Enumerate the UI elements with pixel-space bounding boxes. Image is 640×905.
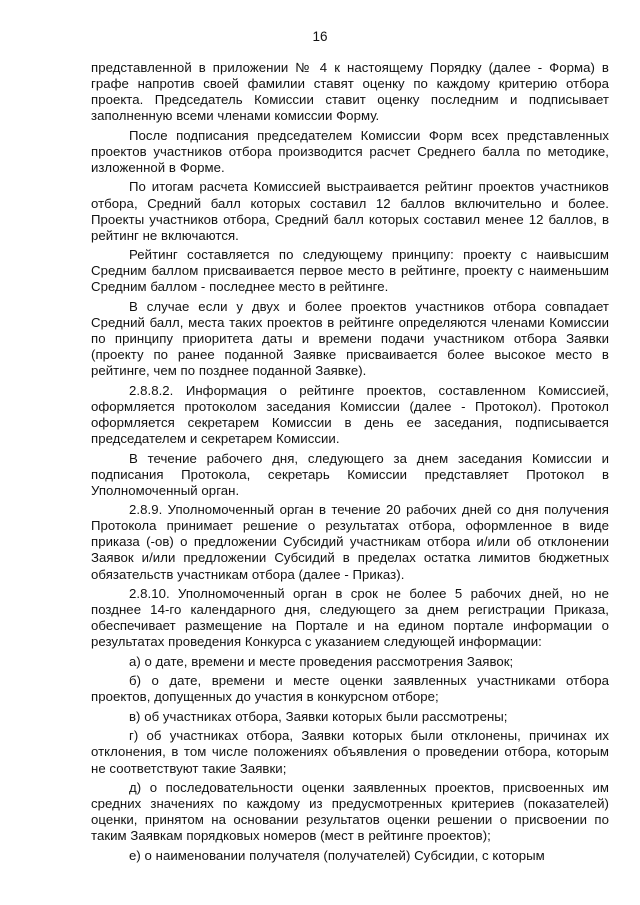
list-item-v: в) об участниках отбора, Заявки которых были рассмотрены;	[129, 708, 508, 724]
list-item-d: д) о последовательности оценки заявленных проектов, присвоенных им средних значениях по каждому из предусмотренных критериев (показателей) оценки, принятом на основании результатов оценки решении о присвоении по таким Заявкам порядковых номеров (мест в рейтинге проектов);	[91, 780, 609, 844]
paragraph-5: В случае если у двух и более проектов участников отбора совпадает Средний балл, места таких проектов в рейтинге определяются членами Комиссии по принципу приоритета даты и времени подачи участником отбора Заявки (проекту по ранее поданной Заявке присваивается более высокое место в рейтинге, чем по позднее поданной Заявке).	[91, 298, 609, 379]
paragraph-6: 2.8.8.2. Информация о рейтинге проектов, составленном Комиссией, оформляется протоколом заседания Комиссии (далее - Протокол). Протокол оформляется секретарем Комиссии в день ее заседания, подписывается председателем и секретарем Комиссии.	[91, 382, 609, 447]
paragraph-3: По итогам расчета Комиссией выстраивается рейтинг проектов участников отбора, Средний балл которых составил 12 баллов включительно и более. Проекты участников отбора, Средний балл которых составил менее 12 баллов, в рейтинг не включаются.	[91, 179, 609, 243]
page-number: 16	[312, 29, 328, 44]
list-item-e: е) о наименовании получателя (получателей) Субсидии, с которым	[129, 847, 545, 863]
paragraph-8: 2.8.9. Уполномоченный орган в течение 20 рабочих дней со дня получения Протокола принимает решение о результатах отбора, оформленное в виде приказа (-ов) о предложении Субсидий участникам отбора и/или об отклонении Заявок и/или предложении Субсидий в пределах остатка лимитов бюджетных обязательств участникам отбора (далее - Приказ).	[91, 502, 609, 582]
paragraph-2: После подписания председателем Комиссии Форм всех представленных проектов участников отбора производится расчет Среднего балла по методике, изложенной в Форме.	[91, 127, 609, 175]
paragraph-4: Рейтинг составляется по следующему принципу: проекту с наивысшим Средним баллом присваивается первое место в рейтинге, проекту с наименьшим Средним баллом - последнее место в рейтинге.	[91, 247, 609, 295]
list-item-b: б) о дате, времени и месте оценки заявленных участниками отбора проектов, допущенных до участия в конкурсном отборе;	[91, 673, 609, 705]
paragraph-9: 2.8.10. Уполномоченный орган в срок не более 5 рабочих дней, но не позднее 14-го календарного дня, следующего за днем регистрации Приказа, обеспечивает размещение на Портале и на едином портале информации о результатах проведения Конкурса с указанием следующей информации:	[91, 586, 609, 650]
document-body	[91, 60, 609, 867]
paragraph-7: В течение рабочего дня, следующего за днем заседания Комиссии и подписания Протокола, секретарь Комиссии представляет Протокол в Уполномоченный орган.	[91, 450, 609, 498]
list-item-g: г) об участниках отбора, Заявки которых были отклонены, причинах их отклонения, в том числе положениях объявления о проведении отбора, которым не соответствуют такие Заявки;	[91, 728, 609, 776]
list-item-a: а) о дате, времени и месте проведения рассмотрения Заявок;	[129, 653, 514, 669]
paragraph-1: представленной в приложении № 4 к настоящему Порядку (далее - Форма) в графе напротив своей фамилии ставят оценку по каждому критерию отбора проекта. Председатель Комиссии ставит оценку последним и подписывает заполненную всеми членами комиссии Форму.	[91, 60, 609, 124]
